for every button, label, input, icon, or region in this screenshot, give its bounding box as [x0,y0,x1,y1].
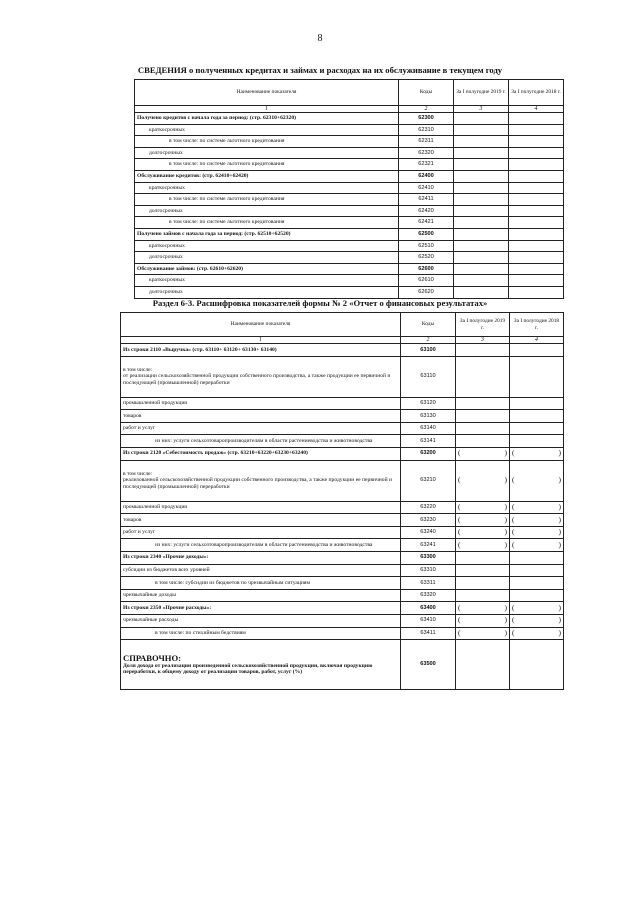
indicator-code: 62411 [399,194,454,206]
indicator-code: 62620 [399,286,454,298]
value-cell[interactable] [454,159,509,171]
table-row [121,627,564,640]
value-cell[interactable] [456,564,510,577]
parentheses-placeholder: ( ) [458,539,507,549]
value-cell[interactable] [510,627,564,640]
value-cell[interactable] [510,501,564,514]
indicator-code: 63311 [401,577,456,590]
indicator-name: промышленной продукции [121,501,401,514]
table-row [121,526,564,539]
indicator-name: долгосрочных [135,205,399,217]
table-row [135,182,564,194]
value-cell[interactable] [456,397,510,410]
indicator-code: 62310 [399,124,454,136]
table-row [121,422,564,435]
table-row [121,551,564,564]
value-cell[interactable] [454,263,509,275]
indicator-code: 63120 [401,397,456,410]
indicator-name: долгосрочных [135,147,399,159]
table-row [121,344,564,357]
indicator-code: 63500 [401,640,456,690]
indicator-code: 63130 [401,410,456,423]
value-cell[interactable] [454,228,509,240]
value-cell[interactable] [510,551,564,564]
indicator-code: 63320 [401,589,456,602]
value-cell[interactable] [509,147,564,159]
value-cell[interactable] [456,602,510,615]
indicator-code: 63140 [401,422,456,435]
table-row [135,159,564,171]
parentheses-placeholder: ( ) [512,527,561,537]
indicator-name: Получено займов с начала года за период: (стр. 62510+62520) [135,228,399,240]
value-cell[interactable] [510,397,564,410]
table-row [135,205,564,217]
table-row [135,263,564,275]
indicator-code: 62300 [399,113,454,125]
value-cell[interactable] [456,526,510,539]
col-number: 2 [399,106,454,113]
value-cell[interactable] [509,240,564,252]
indicator-code: 63411 [401,627,456,640]
table-row [121,435,564,448]
indicator-name: долгосрочных [135,286,399,298]
table-row [121,577,564,590]
parentheses-placeholder: ( ) [458,448,507,458]
indicator-name: в том числе: по системе льготного кредитования [135,194,399,206]
col-number: 3 [456,337,510,344]
indicator-name: краткосрочных [135,124,399,136]
indicator-code: 63210 [401,460,456,501]
table-row [135,217,564,229]
table-row [121,501,564,514]
value-cell[interactable] [510,460,564,501]
indicator-code: 63241 [401,539,456,552]
value-cell[interactable] [510,526,564,539]
value-cell[interactable] [510,435,564,448]
value-cell[interactable] [510,410,564,423]
indicator-name: Получено кредитов с начала года за период: (стр. 62310+62320) [135,113,399,125]
indicator-code: 63230 [401,514,456,527]
indicator-code: 62600 [399,263,454,275]
parentheses-placeholder: ( ) [458,615,507,625]
indicator-name: Из строки 2110 «Выручка» (стр. 63110+ 63120+ 63130+ 63140) [121,344,401,357]
indicator-code: 63141 [401,435,456,448]
indicator-code: 63200 [401,447,456,460]
indicator-name: в том числе: по системе льготного кредитования [135,159,399,171]
table-row [135,275,564,287]
header-codes: Коды [399,80,454,106]
indicator-code: 62520 [399,252,454,264]
indicator-code: 63400 [401,602,456,615]
parentheses-placeholder: ( ) [458,475,507,485]
header-codes: Коды [401,313,456,337]
value-cell[interactable] [510,422,564,435]
table-row [135,252,564,264]
value-cell[interactable] [456,422,510,435]
value-cell[interactable] [510,356,564,397]
indicator-code: 63310 [401,564,456,577]
col-number: 2 [401,337,456,344]
value-cell[interactable] [509,252,564,264]
table-row [135,124,564,136]
indicator-name: долгосрочных [135,252,399,264]
header-name: Наименование показателя [135,80,399,106]
value-cell[interactable] [454,275,509,287]
value-cell[interactable] [510,614,564,627]
indicator-name: субсидии из бюджетов всех уровней [121,564,401,577]
indicator-name: в том числе: по системе льготного кредитования [135,136,399,148]
parentheses-placeholder: ( ) [512,539,561,549]
indicator-name: Из строки 2120 «Себестоимость продаж» (стр. 63210+63220+63230+63240) [121,447,401,460]
value-cell[interactable] [456,460,510,501]
indicator-code: 63220 [401,501,456,514]
loans-table [134,79,564,299]
header-period1: За I полугодие 2019 г. [454,80,509,106]
table-row [135,113,564,125]
value-cell[interactable] [509,182,564,194]
indicator-name: из них: услуги сельхозтоваропроизводителям в области растениеводства и животноводства [121,435,401,448]
indicator-code: 62410 [399,182,454,194]
value-cell[interactable] [456,614,510,627]
value-cell[interactable] [456,589,510,602]
col-number: 3 [454,106,509,113]
table-row [121,447,564,460]
table-row [121,564,564,577]
table-row [121,397,564,410]
parentheses-placeholder: ( ) [458,527,507,537]
indicator-code: 62421 [399,217,454,229]
table-row [121,514,564,527]
value-cell[interactable] [509,205,564,217]
value-cell[interactable] [456,410,510,423]
value-cell[interactable] [454,136,509,148]
indicator-name: Обслуживание кредитов: (стр. 62410+62420) [135,170,399,182]
value-cell[interactable] [509,228,564,240]
indicator-code: 62420 [399,205,454,217]
indicator-code: 62321 [399,159,454,171]
value-cell[interactable] [510,640,564,690]
indicator-name: в том числе: по стихийным бедствиям [121,627,401,640]
indicator-name: в том числе: от реализации сельскохозяйственной продукции собственного производства, а также продукции ее первичной и последующей (промышленной) переработки [121,356,401,397]
parentheses-placeholder: ( ) [512,602,561,612]
value-cell[interactable] [454,205,509,217]
indicator-name: краткосрочных [135,182,399,194]
indicator-name: Обслуживание займов: (стр. 62610+62620) [135,263,399,275]
value-cell[interactable] [509,113,564,125]
indicator-name: краткосрочных [135,275,399,287]
parentheses-placeholder: ( ) [512,628,561,637]
header-name: Наименование показателя [121,313,401,337]
indicator-code: 63240 [401,526,456,539]
value-cell[interactable] [510,447,564,460]
value-cell[interactable] [509,170,564,182]
table-row [121,589,564,602]
indicator-name: чрезвычайные расходы [121,614,401,627]
indicator-name: в том числе: субсидии из бюджетов по чрезвычайным ситуациям [121,577,401,590]
table-row [121,539,564,552]
value-cell[interactable] [509,124,564,136]
value-cell[interactable] [456,551,510,564]
indicator-name: краткосрочных [135,240,399,252]
table-row [121,460,564,501]
value-cell[interactable] [456,539,510,552]
indicator-name: Из строки 2340 «Прочие доходы»: [121,551,401,564]
col-number: 1 [121,337,401,344]
value-cell[interactable] [456,577,510,590]
table-row [121,602,564,615]
indicator-code: 62510 [399,240,454,252]
value-cell[interactable] [510,577,564,590]
value-cell[interactable] [454,252,509,264]
value-cell[interactable] [510,602,564,615]
indicator-code: 63300 [401,551,456,564]
page-number: 8 [317,33,323,44]
parentheses-placeholder: ( ) [458,514,507,524]
value-cell[interactable] [510,539,564,552]
parentheses-placeholder: ( ) [512,615,561,625]
value-cell[interactable] [454,217,509,229]
header-period2: За I полугодие 2018 г. [509,80,564,106]
table-row [135,240,564,252]
parentheses-placeholder: ( ) [512,448,561,458]
indicator-name: Из строки 2350 «Прочие расходы»: [121,602,401,615]
value-cell[interactable] [509,159,564,171]
indicator-code: 63110 [401,356,456,397]
table-row [135,170,564,182]
table-row [135,228,564,240]
indicator-name: чрезвычайные доходы [121,589,401,602]
value-cell[interactable] [510,589,564,602]
section2-title: Раздел 6-3. Расшифровка показателей формы № 2 «Отчет о финансовых результатах» [152,298,488,308]
parentheses-placeholder: ( ) [458,602,507,612]
parentheses-placeholder: ( ) [512,475,561,485]
parentheses-placeholder: ( ) [512,514,561,524]
indicator-code: 62320 [399,147,454,159]
value-cell[interactable] [509,263,564,275]
value-cell[interactable] [456,627,510,640]
indicator-name: в том числе: по системе льготного кредитования [135,217,399,229]
value-cell[interactable] [510,564,564,577]
indicator-code: 62311 [399,136,454,148]
table-row [121,356,564,397]
indicator-code: 63410 [401,614,456,627]
indicator-code: 62610 [399,275,454,287]
value-cell[interactable] [454,240,509,252]
parentheses-placeholder: ( ) [512,502,561,512]
value-cell[interactable] [509,136,564,148]
reference-cell [121,640,401,690]
indicator-name: работ и услуг [121,422,401,435]
table-row [135,286,564,298]
header-period2: За I полугодие 2018 г. [510,313,564,337]
table-row [121,614,564,627]
value-cell[interactable] [509,194,564,206]
table-row [121,410,564,423]
value-cell[interactable] [509,217,564,229]
table-row [135,136,564,148]
col-number: 1 [135,106,399,113]
indicator-name: товаров [121,410,401,423]
value-cell[interactable] [509,275,564,287]
value-cell[interactable] [456,344,510,357]
reference-heading: СПРАВОЧНО: [123,652,181,663]
value-cell[interactable] [509,286,564,298]
parentheses-placeholder: ( ) [458,628,507,637]
indicator-code: 63100 [401,344,456,357]
indicator-name: из них: услуги сельхозтоваропроизводителям в области растениеводства и животноводства [121,539,401,552]
indicator-code: 62500 [399,228,454,240]
value-cell[interactable] [454,194,509,206]
header-period1: За I полугодие 2019 г. [456,313,510,337]
value-cell[interactable] [454,182,509,194]
financial-results-table [120,312,564,690]
value-cell[interactable] [454,286,509,298]
parentheses-placeholder: ( ) [458,502,507,512]
indicator-code: 62400 [399,170,454,182]
indicator-name: работ и услуг [121,526,401,539]
value-cell[interactable] [510,514,564,527]
indicator-name: промышленной продукции [121,397,401,410]
value-cell[interactable] [510,344,564,357]
col-number: 4 [510,337,564,344]
value-cell[interactable] [456,501,510,514]
value-cell[interactable] [454,147,509,159]
indicator-name: в том числе: реализованной сельскохозяйственной продукции собственного производства, а также продукции ее первичной и последующей (промышленной) переработки [121,460,401,501]
col-number: 4 [509,106,564,113]
value-cell[interactable] [454,113,509,125]
value-cell[interactable] [456,356,510,397]
value-cell[interactable] [456,514,510,527]
table-row [135,147,564,159]
indicator-name: товаров [121,514,401,527]
value-cell[interactable] [454,124,509,136]
reference-text: Доля дохода от реализации произведенной сельскохозяйственной продукции, включая продукцию переработки, к общему доходу от реализации товаров, работ, услуг (%) [123,662,373,676]
value-cell[interactable] [456,435,510,448]
table-row [135,194,564,206]
value-cell[interactable] [456,640,510,690]
reference-row [121,640,564,690]
section1-title: СВЕДЕНИЯ о полученных кредитах и займах и расходах на их обслуживание в текущем году [137,65,503,75]
value-cell[interactable] [454,170,509,182]
value-cell[interactable] [456,447,510,460]
